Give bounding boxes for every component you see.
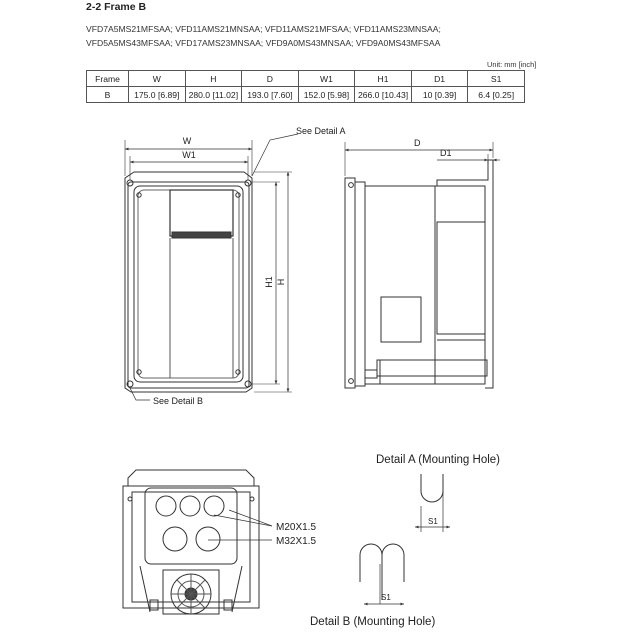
table-header: H1 [355, 71, 412, 87]
section-title: 2-2 Frame B [86, 1, 147, 13]
table-cell: 175.0 [6.89] [129, 87, 186, 103]
dim-h1-label: H1 [264, 276, 274, 288]
bottom-view [123, 470, 272, 614]
dim-w-label: W [182, 136, 192, 146]
detail-b-title: Detail B (Mounting Hole) [310, 616, 436, 628]
table-header: D1 [411, 71, 468, 87]
front-view [125, 134, 298, 400]
table-header: W [129, 71, 186, 87]
unit-note: Unit: mm [inch] [487, 60, 537, 69]
side-view [345, 142, 500, 388]
detail-a-s1-label: S1 [428, 517, 438, 526]
m20-gland-label: M20X1.5 [276, 522, 317, 533]
dim-w1-label: W1 [182, 150, 196, 160]
dim-d-label: D [414, 138, 421, 148]
dim-h-label: H [276, 278, 286, 286]
detail-b-s1-label: S1 [381, 593, 391, 602]
dim-d1-label: D1 [440, 148, 452, 158]
table-cell: 280.0 [11.02] [185, 87, 242, 103]
m32-gland-label: M32X1.5 [276, 536, 317, 547]
see-detail-a-label: See Detail A [296, 126, 346, 136]
table-cell: B [87, 87, 129, 103]
model-list-line-2: VFD5A5MS43MFSAA; VFD17AMS23MNSAA; VFD9A0MS43MNSAA; VFD9A0MS43MFSAA [86, 38, 441, 48]
table-cell: 152.0 [5.98] [298, 87, 355, 103]
table-header: H [185, 71, 242, 87]
see-detail-b-label: See Detail B [153, 396, 204, 406]
table-cell: 6.4 [0.25] [468, 87, 525, 103]
detail-a-title: Detail A (Mounting Hole) [376, 454, 501, 466]
table-cell: 10 [0.39] [411, 87, 468, 103]
table-header: D [242, 71, 299, 87]
table-cell: 266.0 [10.43] [355, 87, 412, 103]
table-header: Frame [87, 71, 129, 87]
table-header: W1 [298, 71, 355, 87]
table-cell: 193.0 [7.60] [242, 87, 299, 103]
model-list-line-1: VFD7A5MS21MFSAA; VFD11AMS21MNSAA; VFD11AMS21MFSAA; VFD11AMS23MNSAA; [86, 24, 441, 34]
table-header: S1 [468, 71, 525, 87]
